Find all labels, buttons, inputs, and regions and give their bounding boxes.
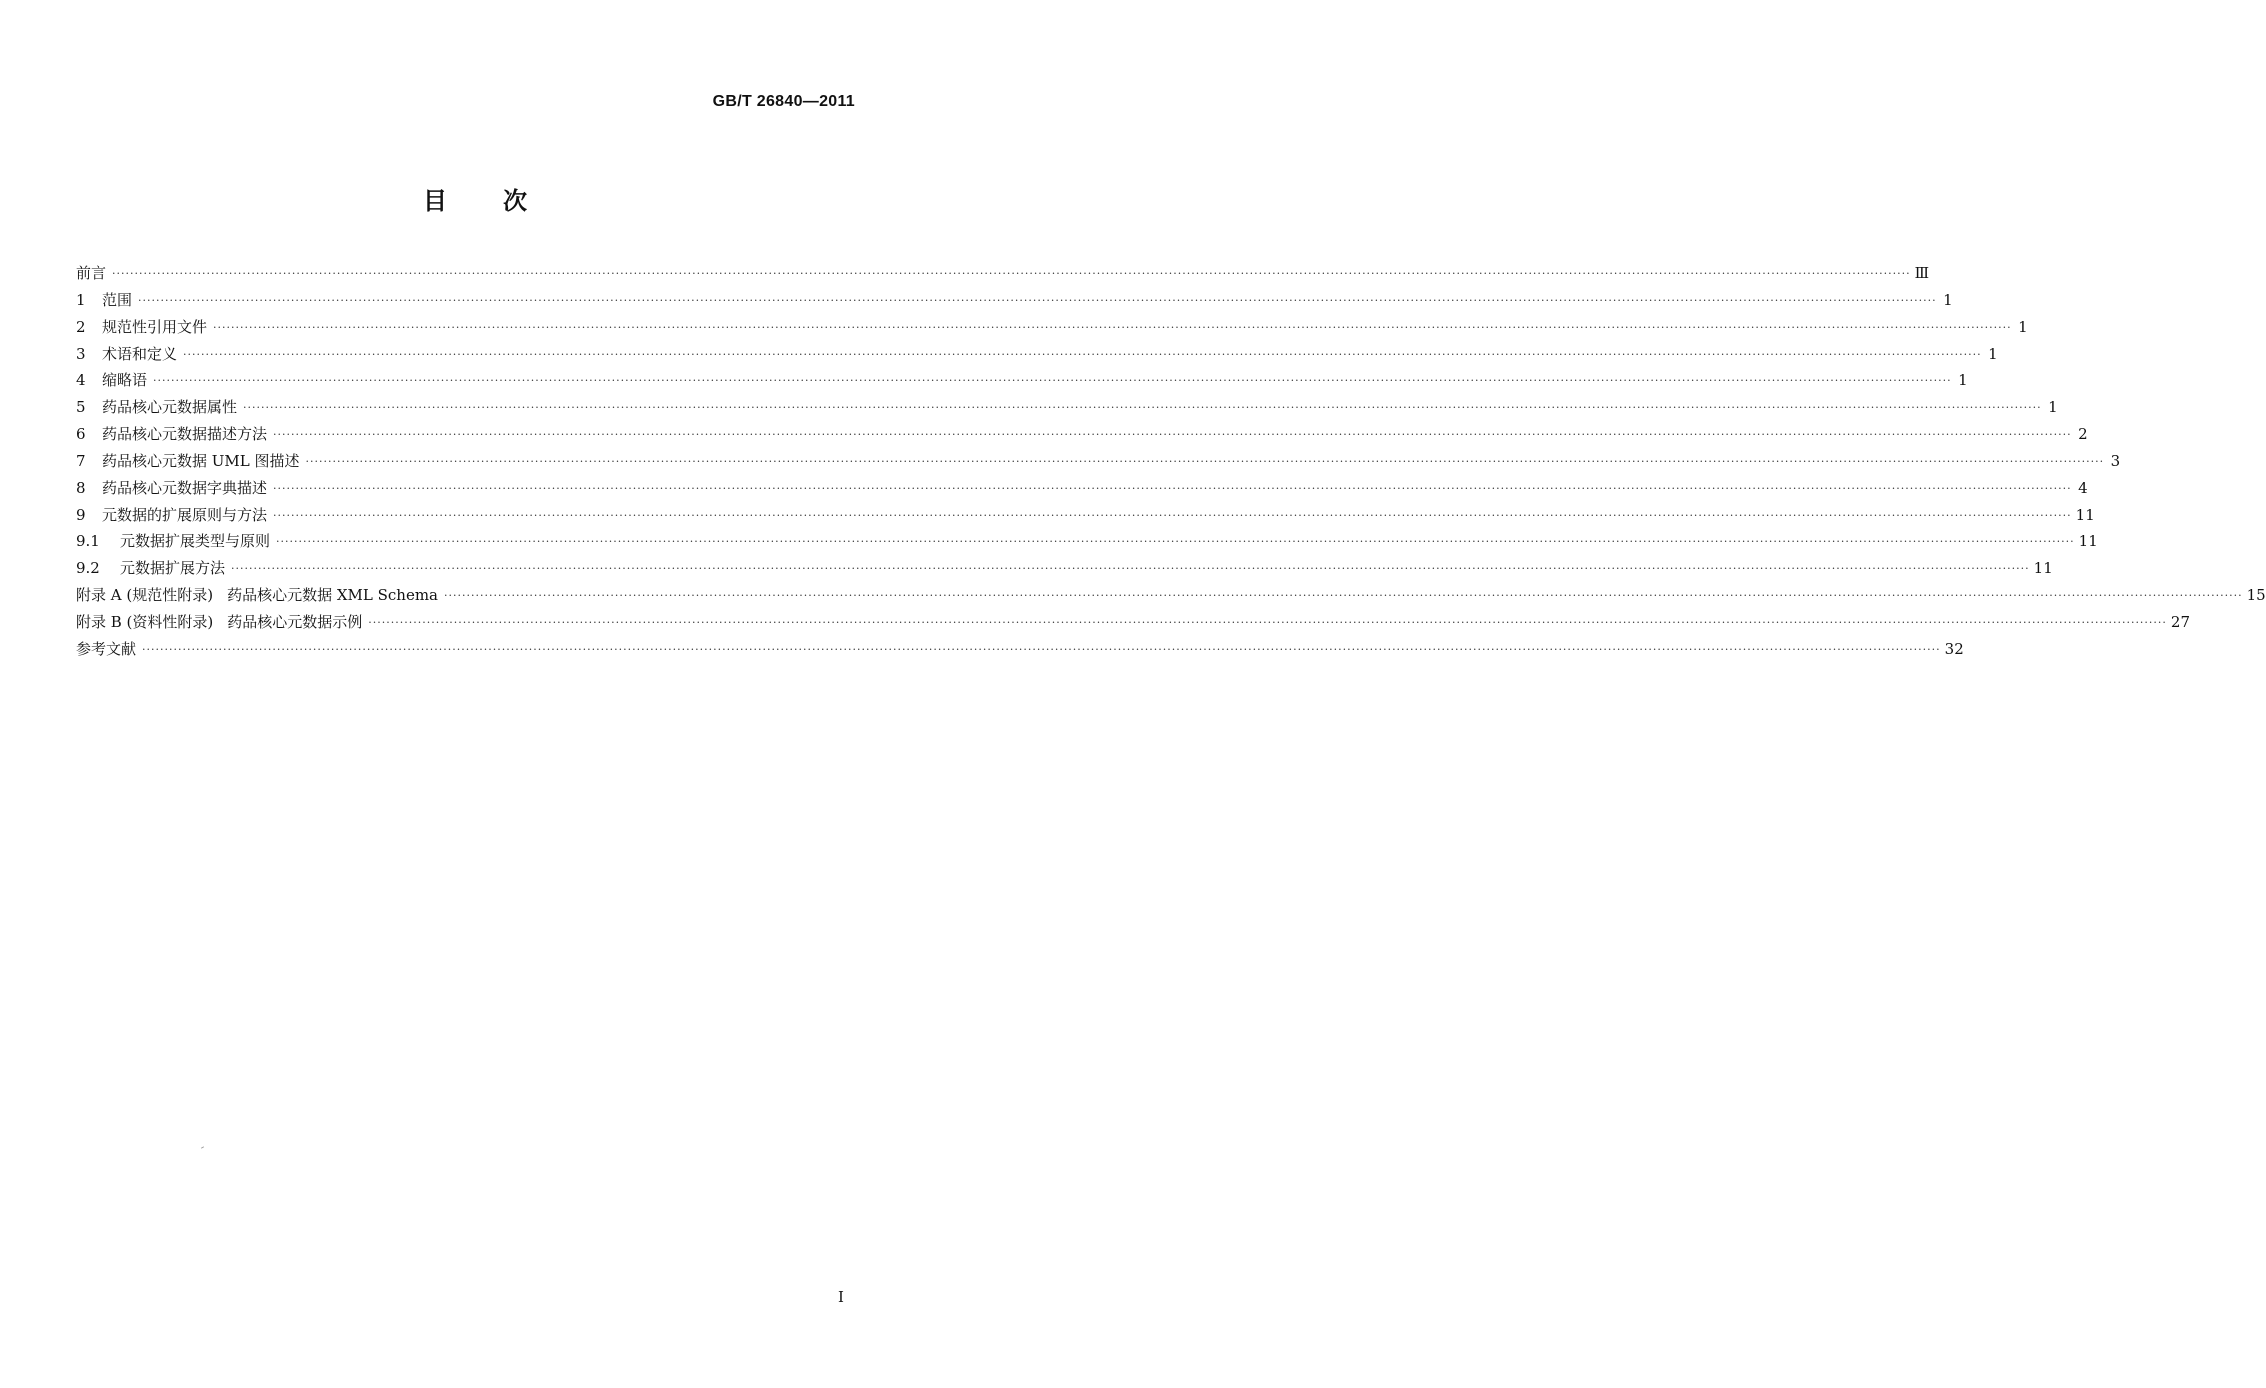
toc-leader-dots: ················································································································································································································································································································································································································ xyxy=(142,642,1941,656)
toc-entry-label xyxy=(102,477,273,498)
toc-entry-label-main: 前言 xyxy=(76,264,107,282)
toc-entry-number: 6 xyxy=(76,425,86,444)
toc-entry-page: 4 xyxy=(2078,478,2088,497)
toc-entry[interactable] xyxy=(76,638,1964,665)
toc-entry-page: 2 xyxy=(2078,425,2088,444)
toc-entry-page: 1 xyxy=(1988,344,1998,363)
toc-entry-label xyxy=(102,423,273,444)
toc-entry-page: 11 xyxy=(2078,532,2098,551)
toc-leader-dots: ················································································································································································································································································································································································································ xyxy=(183,347,1982,361)
toc-entry[interactable] xyxy=(76,530,2098,557)
toc-entry[interactable] xyxy=(76,450,2121,477)
toc-entry-label-main: 元数据扩展方法 xyxy=(120,559,226,578)
toc-entry-label-main: 术语和定义 xyxy=(102,344,178,363)
toc-entry[interactable] xyxy=(76,396,2058,423)
toc-entry-label xyxy=(76,638,142,659)
toc-entry-page: Ⅲ xyxy=(1914,264,1930,282)
toc-entry-label-main: 范围 xyxy=(102,290,133,309)
toc-entry-label-main: 元数据扩展类型与原则 xyxy=(120,532,271,551)
toc-entry-label xyxy=(102,504,273,525)
standard-code: GB/T 26840—2011 xyxy=(712,93,855,110)
toc-leader-dots: ················································································································································································································································································································································································································ xyxy=(444,589,2243,603)
toc-entry-label-sub: 药品核心元数据示例 xyxy=(227,612,363,631)
page-number: I xyxy=(838,1288,844,1306)
toc-entry-page: 32 xyxy=(1944,639,1964,658)
toc-entry-label xyxy=(102,343,183,364)
toc-entry-label-main: 参考文献 xyxy=(76,639,137,658)
toc-leader-dots: ················································································································································································································································································································································································································ xyxy=(153,374,1952,388)
toc-entry-label xyxy=(102,316,213,337)
toc-entry-label-main: 附录 B (资料性附录) xyxy=(76,612,214,631)
toc-entry-page: 27 xyxy=(2170,612,2191,631)
toc-entry-label xyxy=(76,262,112,283)
toc-entry-label xyxy=(102,289,138,310)
toc-leader-dots: ················································································································································································································································································································································································································ xyxy=(305,454,2105,468)
toc-leader-dots: ················································································································································································································································································································································································································ xyxy=(368,615,2167,629)
toc-entry[interactable] xyxy=(76,611,2191,638)
toc-entry-page: 15 xyxy=(2246,586,2266,605)
toc-entry[interactable] xyxy=(76,557,2053,584)
toc-entry-label-main: 药品核心元数据描述方法 xyxy=(102,425,268,444)
toc-leader-dots: ················································································································································································································································································································································································································ xyxy=(243,401,2042,415)
toc-entry[interactable] xyxy=(76,477,2088,504)
toc-entry-label xyxy=(102,450,306,471)
toc-entry-page: 1 xyxy=(2018,317,2028,336)
toc-leader-dots: ················································································································································································································································································································································································································ xyxy=(138,293,1937,307)
toc-entry-label-main: 元数据的扩展原则与方法 xyxy=(102,505,268,524)
toc-entry-label-main: 药品核心元数据 UML 图描述 xyxy=(102,451,300,470)
toc-entry-page: 11 xyxy=(2075,505,2095,524)
toc-entry-label-sub: 药品核心元数据 XML Schema xyxy=(227,586,438,605)
toc-entry-number: 9.1 xyxy=(76,532,100,551)
toc-entry-number: 1 xyxy=(76,290,86,309)
toc-entry-label xyxy=(76,584,444,605)
toc-entry-label-main: 药品核心元数据属性 xyxy=(102,398,238,417)
toc-entry[interactable] xyxy=(76,504,2095,531)
toc-entry-number: 8 xyxy=(76,478,86,497)
page-title xyxy=(0,181,950,216)
toc-entry-label xyxy=(120,530,276,551)
toc-leader-dots: ················································································································································································································································································································································································································ xyxy=(213,320,2012,334)
toc-entry-page: 1 xyxy=(1943,290,1953,309)
toc-entry-label xyxy=(120,557,231,578)
toc-entry-label-main: 缩略语 xyxy=(102,371,148,390)
toc-leader-dots: ················································································································································································································································································································································································································ xyxy=(273,508,2072,522)
toc-entry[interactable] xyxy=(76,584,2266,611)
toc-entry-number: 9 xyxy=(76,505,86,524)
toc-entry-page: 11 xyxy=(2033,559,2053,578)
scan-speck xyxy=(201,1146,204,1148)
toc-entry-label-main: 药品核心元数据字典描述 xyxy=(102,478,268,497)
toc-entry-number: 2 xyxy=(76,317,86,336)
toc-leader-dots: ················································································································································································································································································································································································································ xyxy=(273,428,2072,442)
toc-entry[interactable] xyxy=(76,423,2088,450)
toc-leader-dots: ················································································································································································································································································································································································································ xyxy=(273,481,2072,495)
toc-entry-number: 7 xyxy=(76,451,86,470)
toc-entry-number: 9.2 xyxy=(76,559,100,578)
page-title-char-2: 次 xyxy=(503,187,527,215)
toc-entry-number: 5 xyxy=(76,398,86,417)
toc-entry[interactable] xyxy=(76,316,2028,343)
page-title-char-1: 目 xyxy=(423,187,447,215)
toc-entry[interactable] xyxy=(76,343,1998,370)
toc-entry[interactable] xyxy=(76,369,1968,396)
toc-entry-page: 1 xyxy=(2048,398,2058,417)
toc-entry-page: 3 xyxy=(2110,451,2121,470)
toc-entry-label xyxy=(102,369,153,390)
toc-entry-page: 1 xyxy=(1958,371,1968,390)
toc-entry-number: 3 xyxy=(76,344,86,363)
toc-entry[interactable] xyxy=(76,289,1953,316)
toc-entry-label xyxy=(102,396,243,417)
toc-leader-dots: ················································································································································································································································································································································································································ xyxy=(112,267,1911,280)
toc-entry[interactable] xyxy=(76,262,1930,289)
toc-entry-label xyxy=(76,611,368,632)
toc-entry-label-main: 规范性引用文件 xyxy=(102,317,208,336)
table-of-contents xyxy=(76,262,2266,665)
toc-leader-dots: ················································································································································································································································································································································································································ xyxy=(231,562,2030,576)
toc-leader-dots: ················································································································································································································································································································································································································ xyxy=(276,535,2075,549)
toc-entry-label-main: 附录 A (规范性附录) xyxy=(76,586,214,605)
toc-entry-number: 4 xyxy=(76,371,86,390)
